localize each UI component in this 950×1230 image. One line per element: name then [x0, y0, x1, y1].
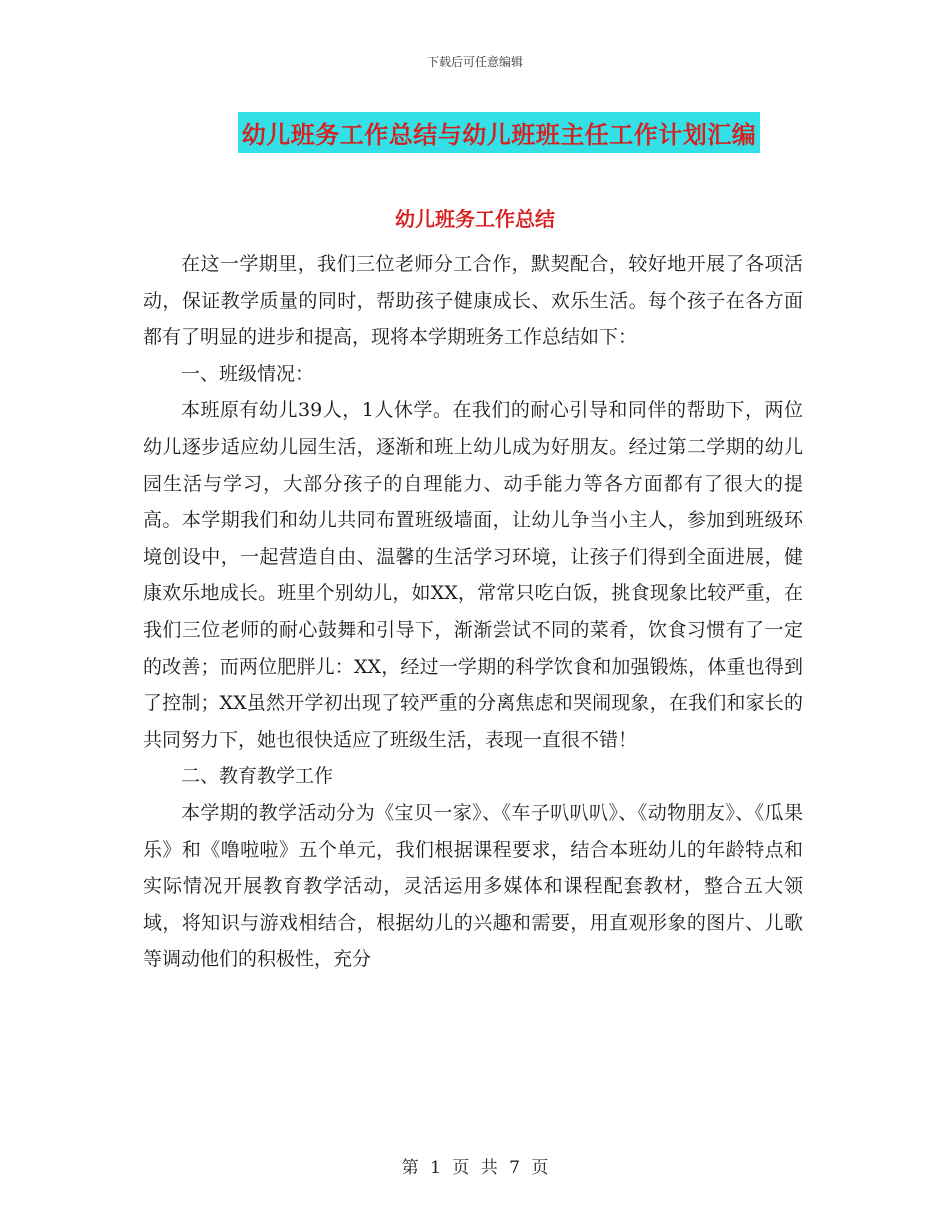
paragraph-class-situation: 本班原有幼儿39人，1人休学。在我们的耐心引导和同伴的帮助下，两位幼儿逐步适应幼儿园生活，逐渐和班上幼儿成为好朋友。经过第二学期的幼儿园生活与学习，大部分孩子的自理能力、动手能力等各方面都有了很大的提高。本学期我们和幼儿共同布置班级墙面，让幼儿争当小主人，参加到班级环境创设中，一起营造自由、温馨的生活学习环境，让孩子们得到全面进展，健康欢乐地成长。班里个别幼儿，如XX，常常只吃白饭，挑食现象比较严重，在我们三位老师的耐心鼓舞和引导下，渐渐尝试不同的菜肴，饮食习惯有了一定的改善；而两位肥胖儿：XX，经过一学期的科学饮食和加强锻炼，体重也得到了控制；XX虽然开学初出现了较严重的分离焦虑和哭闹现象，在我们和家长的共同努力下，她也很快适应了班级生活，表现一直很不错！	[143, 399, 803, 751]
main-title: 幼儿班务工作总结与幼儿班班主任工作计划汇编	[238, 112, 761, 153]
header-note: 下载后可任意编辑	[426, 55, 523, 69]
paragraph-teaching-work: 本学期的教学活动分为《宝贝一家》、《车子叭叭叭》、《动物朋友》、《瓜果乐》和《噜啦啦》五个单元，我们根据课程要求，结合本班幼儿的年龄特点和实际情况开展教育教学活动，灵活运用多媒体和课程配套教材，整合五大领域，将知识与游戏相结合，根据幼儿的兴趣和需要，用直观形象的图片、儿歌等调动他们的积极性，充分	[143, 801, 803, 971]
paragraph-intro: 在这一学期里，我们三位老师分工合作，默契配合，较好地开展了各项活动，保证教学质量的同时，帮助孩子健康成长、欢乐生活。每个孩子在各方面都有了明显的进步和提高，现将本学期班务工作总结如下：	[143, 253, 803, 349]
heading-class-situation: 一、班级情况：	[181, 362, 315, 385]
section-title: 幼儿班务工作总结	[395, 207, 555, 231]
heading-teaching-work: 二、教育教学工作	[181, 765, 334, 788]
main-title-wrap	[0, 112, 950, 153]
body-text	[143, 246, 803, 978]
page-footer: 第 1 页 共 7 页	[401, 1158, 549, 1178]
